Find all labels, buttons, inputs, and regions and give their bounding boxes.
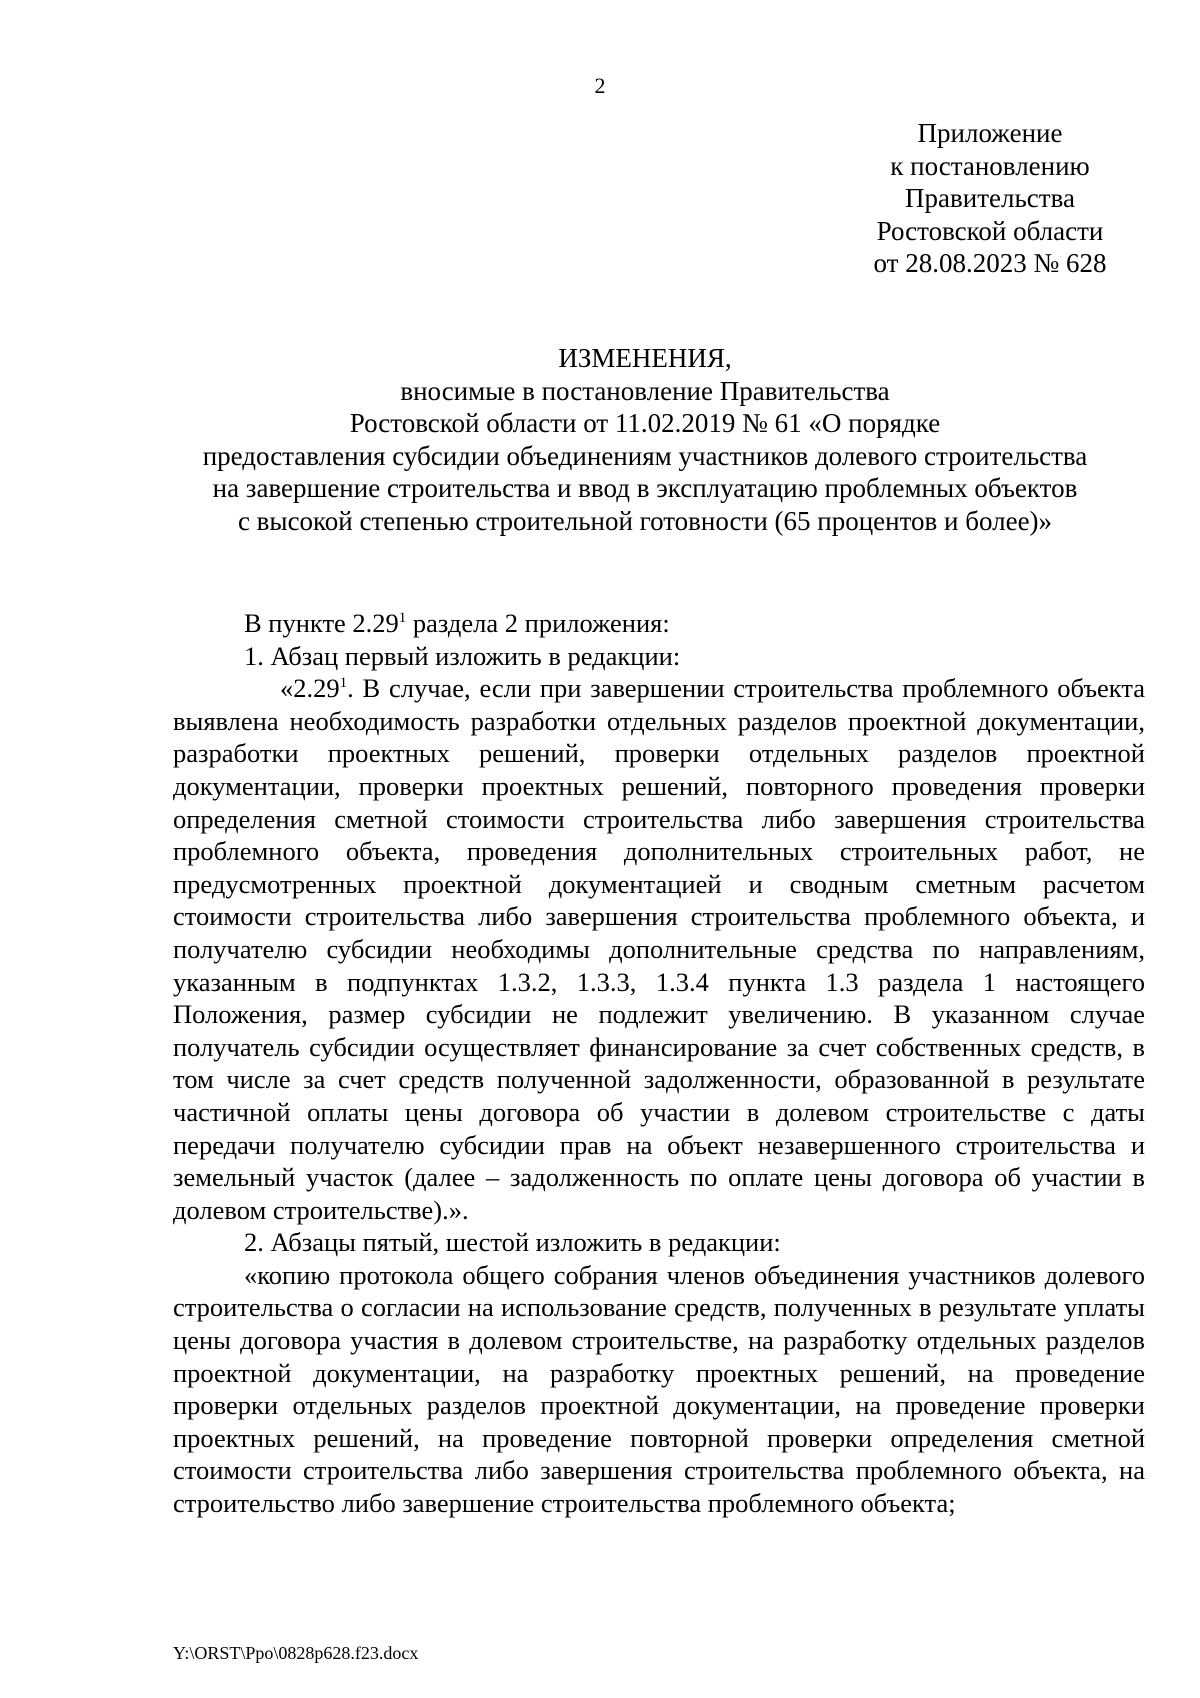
- intro-paragraph: [173, 607, 1145, 640]
- item-1-paragraph: 1. Абзац первый изложить в редакции:: [244, 640, 681, 671]
- heading-title: ИЗМЕНЕНИЯ,: [558, 343, 732, 373]
- quote-2-paragraph: «копию протокола общего собрания членов объединения участников долевого строительства о согласии на использование средств, полученных в результате уплаты цены договора участия в долевом строительстве, на разработку отдельных разделов проектной документации, на разработку проектных решений, на проведение проверки отдельных разделов проектной документации, на проведение проверки проектных решений, на проведение повторной проверки определения сметной стоимости строительства либо завершения строительства проблемного объекта, на строительство либо завершение строительства проблемного объекта;: [173, 1259, 1145, 1519]
- attachment-line: Правительства: [905, 183, 1075, 213]
- intro-text-tail: раздела 2 приложения:: [406, 608, 670, 638]
- quote-1-text: . В случае, если при завершении строительства проблемного объекта выявлена необходимость разработки отдельных разделов проектной документации, разработки проектных решений, проверки отдельных разделов проектной документации, проверки проектных решений, повторного проведения проверки определения сметной стоимости строительства либо завершения строительства проблемного объекта, проведения дополнительных строительных работ, не предусмотренных проектной документацией и сводным сметным расчетом стоимости строительства либо завершения строительства проблемного объекта, и получателю субсидии необходимы дополнительные средства по направлениям, указанным в подпунктах 1.3.2, 1.3.3, 1.3.4 пункта 1.3 раздела 1 настоящего Положения, размер субсидии не подлежит увеличению. В указанном случае получатель субсидии осуществляет финансирование за счет собственных средств, в том числе за счет средств полученной задолженности, образованной в результате частичной оплаты цены договора об участии в долевом строительстве с даты передачи получателю субсидии прав на объект незавершенного строительства и земельный участок (далее – задолженность по оплате цены договора об участии в долевом строительстве).».: [173, 673, 1145, 1225]
- quote-1-start: «2.29: [280, 673, 340, 704]
- superscript: 1: [398, 610, 407, 627]
- heading-line: вносимые в постановление Правительства: [400, 375, 890, 406]
- document-heading: [160, 342, 1130, 537]
- document-body: [173, 607, 1145, 1520]
- heading-line: Ростовской области от 11.02.2019 № 61 «О порядке: [349, 408, 941, 438]
- page-number: 2: [594, 73, 606, 98]
- intro-text: В пункте 2.29: [244, 608, 399, 638]
- file-path-footer: Y:\ORST\Ppo\0828p628.f23.docx: [173, 1643, 419, 1663]
- attachment-line: от 28.08.2023 № 628: [873, 248, 1107, 278]
- heading-line: на завершение строительства и ввод в эксплуатацию проблемных объектов: [212, 473, 1078, 503]
- attachment-line: Ростовской области: [876, 215, 1104, 246]
- quote-1-paragraph: [173, 672, 1145, 1226]
- item-2-paragraph: 2. Абзацы пятый, шестой изложить в редакции:: [244, 1227, 781, 1258]
- superscript: 1: [339, 675, 348, 692]
- heading-line: с высокой степенью строительной готовности (65 процентов и более)»: [237, 505, 1053, 536]
- heading-line: предоставления субсидии объединениям участников долевого строительства: [202, 440, 1088, 471]
- attachment-block: [825, 117, 1155, 280]
- attachment-line: к постановлению: [890, 150, 1090, 181]
- attachment-line: Приложение: [917, 118, 1063, 148]
